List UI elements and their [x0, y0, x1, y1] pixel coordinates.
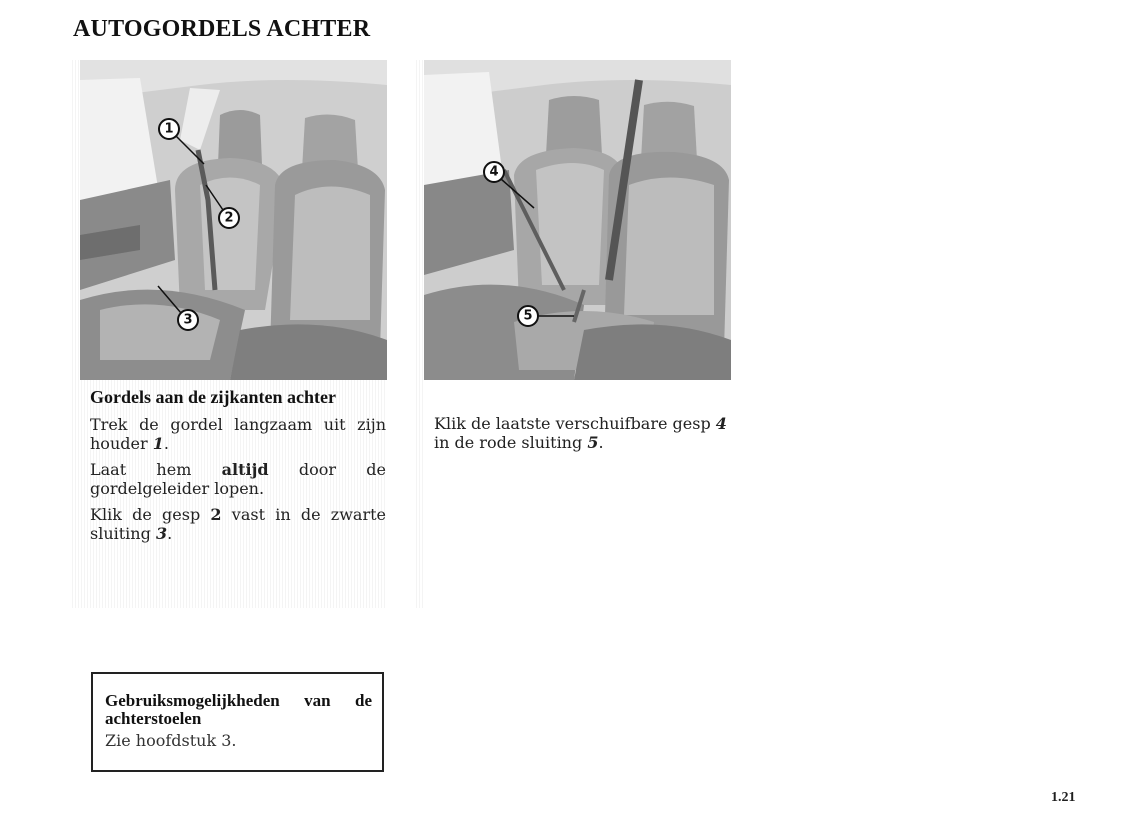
paragraph-text: Klik de laatste verschuifbare gesp [434, 414, 716, 433]
paragraph-text: vast in de zwarte sluiting [90, 505, 387, 543]
paragraph-text: Klik de gesp [90, 505, 211, 524]
paragraph-text: door de gordelgeleider lopen. [90, 460, 386, 498]
paragraph-text: . [598, 433, 604, 452]
instruction-paragraph-3 [90, 505, 386, 543]
paragraph-text: in de rode sluiting [434, 433, 588, 452]
paragraph-text: . [167, 524, 173, 543]
reference-number: 5 [587, 433, 599, 452]
page-number: 1.21 [1051, 790, 1076, 805]
svg-text:5: 5 [523, 308, 533, 324]
rear-seat-photo-center-belt [424, 60, 731, 380]
info-box-text: Zie hoofdstuk 3. [105, 731, 237, 750]
instruction-paragraph-2 [90, 460, 386, 498]
center-belt-instructions [434, 414, 732, 459]
paragraph-text: Laat hem [90, 460, 222, 479]
rear-seat-photo-side-belts [80, 60, 387, 380]
rear-seat-illustration [424, 60, 731, 380]
paragraph-text: . [163, 434, 169, 453]
svg-text:1: 1 [164, 121, 174, 137]
page-title: AUTOGORDELS ACHTER [73, 16, 371, 42]
svg-text:3: 3 [183, 312, 193, 328]
rear-seats-info-box [91, 672, 384, 772]
paragraph-text: Trek de gordel langzaam uit zijn houder [90, 415, 386, 453]
svg-text:2: 2 [224, 210, 234, 226]
emphasis-word: altijd [221, 460, 269, 479]
instruction-paragraph-1 [90, 415, 386, 453]
svg-text:4: 4 [489, 164, 499, 180]
side-belts-instructions [90, 388, 386, 550]
instruction-paragraph-4 [434, 414, 732, 452]
rear-seat-illustration [80, 60, 387, 380]
reference-number: 2 [210, 505, 222, 524]
reference-number: 3 [155, 524, 168, 543]
reference-number: 1 [152, 434, 164, 453]
section-heading: Gordels aan de zijkanten achter [90, 387, 336, 407]
right-column-band [416, 60, 423, 608]
info-box-title: Gebruiksmogelijkheden van de achterstoelen [105, 691, 372, 728]
reference-number: 4 [715, 414, 727, 433]
